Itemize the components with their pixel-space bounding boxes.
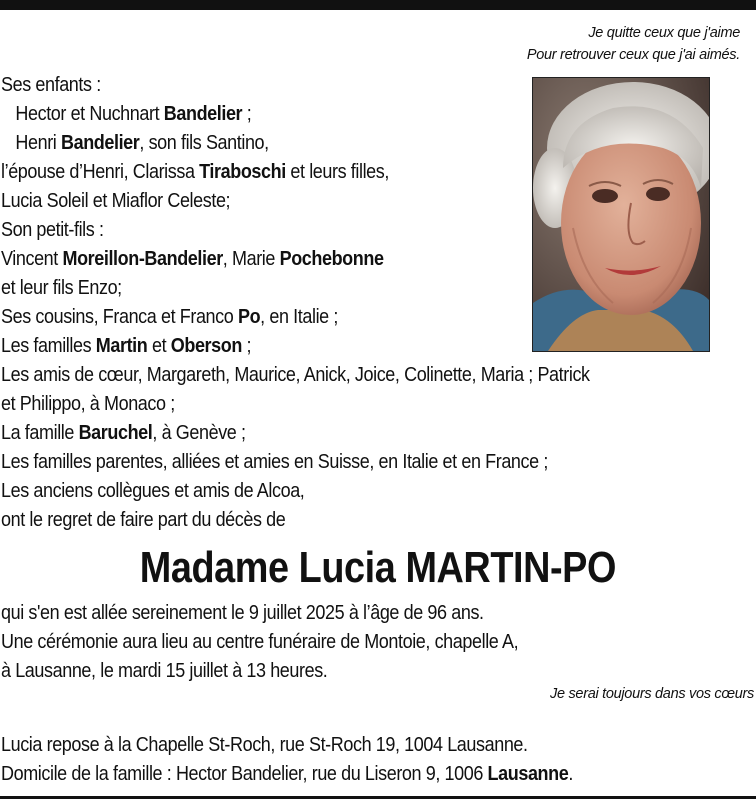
- family-line: [1, 506, 676, 535]
- surname: Pochebonne: [279, 248, 384, 270]
- family-line: [1, 419, 676, 448]
- text-segment: et leur fils Enzo;: [1, 277, 122, 299]
- surname: Martin: [95, 335, 148, 357]
- text-segment: Ses enfants :: [1, 74, 101, 96]
- text-segment: qui s'en est allée sereinement le 9 juillet 2025 à l’âge de 96 ans.: [1, 602, 484, 624]
- text-segment: .: [568, 763, 573, 785]
- text-segment: Une cérémonie aura lieu au centre funéraire de Montoie, chapelle A,: [1, 631, 519, 653]
- text-segment: La famille: [1, 422, 79, 444]
- family-line: [1, 187, 676, 216]
- text-segment: Ses cousins, Franca et Franco: [1, 306, 238, 328]
- text-segment: Les anciens collègues et amis de Alcoa,: [1, 480, 305, 502]
- surname: Oberson: [170, 335, 242, 357]
- closing-quote: Je serai toujours dans vos cœurs: [550, 686, 754, 702]
- family-line: [1, 361, 676, 390]
- surname: Moreillon-Bandelier: [62, 248, 223, 270]
- text-segment: et: [147, 335, 171, 357]
- details-line: [1, 599, 676, 628]
- family-line: [1, 477, 676, 506]
- family-line: [1, 332, 676, 361]
- text-segment: et Philippo, à Monaco ;: [1, 393, 175, 415]
- family-line: [1, 448, 676, 477]
- epigraph-line-1: Je quitte ceux que j'aime: [588, 25, 740, 41]
- top-border: [0, 0, 756, 10]
- text-segment: Domicile de la famille : Hector Bandelier, rue du Liseron 9, 1006: [1, 763, 488, 785]
- details-line: [1, 628, 676, 657]
- text-segment: Les familles parentes, alliées et amies en Suisse, en Italie et en France ;: [1, 451, 548, 473]
- footer-info: [1, 731, 751, 789]
- text-segment: Les amis de cœur, Margareth, Maurice, Anick, Joice, Colinette, Maria ; Patrick: [1, 364, 590, 386]
- epigraph-line-2: Pour retrouver ceux que j'ai aimés.: [526, 47, 740, 63]
- text-segment: Hector et Nuchnart: [15, 103, 164, 125]
- text-segment: l’épouse d’Henri, Clarissa: [1, 161, 200, 183]
- family-line: [1, 71, 676, 100]
- text-segment: Son petit-fils :: [1, 219, 104, 241]
- text-segment: Lucia repose à la Chapelle St-Roch, rue St-Roch 19, 1004 Lausanne.: [1, 734, 528, 756]
- text-segment: Les familles: [1, 335, 96, 357]
- text-segment: Henri: [15, 132, 61, 154]
- family-line: [1, 274, 676, 303]
- text-segment: à Lausanne, le mardi 15 juillet à 13 heures.: [1, 660, 328, 682]
- family-list: [1, 71, 751, 535]
- text-segment: , à Genève ;: [152, 422, 246, 444]
- surname: Po: [237, 306, 261, 328]
- text-segment: , son fils Santino,: [139, 132, 269, 154]
- family-line: [1, 390, 676, 419]
- family-line: [1, 245, 676, 274]
- ceremony-details: [1, 599, 751, 686]
- text-segment: Vincent: [1, 248, 63, 270]
- text-segment: , en Italie ;: [260, 306, 338, 328]
- surname: Lausanne: [487, 763, 569, 785]
- family-line: [1, 216, 676, 245]
- surname: Tiraboschi: [199, 161, 286, 183]
- text-segment: ;: [241, 335, 252, 357]
- family-line: [1, 100, 676, 129]
- deceased-name: Madame Lucia MARTIN-PO: [139, 543, 617, 592]
- text-segment: ;: [242, 103, 252, 125]
- text-segment: Lucia Soleil et Miaflor Celeste;: [1, 190, 231, 212]
- family-line: [1, 303, 676, 332]
- surname: Baruchel: [78, 422, 153, 444]
- epigraph-quote: [527, 22, 740, 66]
- text-segment: ont le regret de faire part du décès de: [1, 509, 286, 531]
- footer-line: [1, 731, 676, 760]
- surname: Bandelier: [60, 132, 140, 154]
- footer-line: [1, 760, 676, 789]
- surname: Bandelier: [163, 103, 243, 125]
- family-line: [1, 158, 676, 187]
- text-segment: , Marie: [222, 248, 280, 270]
- text-segment: et leurs filles,: [285, 161, 389, 183]
- bottom-border: [0, 796, 756, 799]
- family-line: [1, 129, 676, 158]
- details-line: [1, 657, 676, 686]
